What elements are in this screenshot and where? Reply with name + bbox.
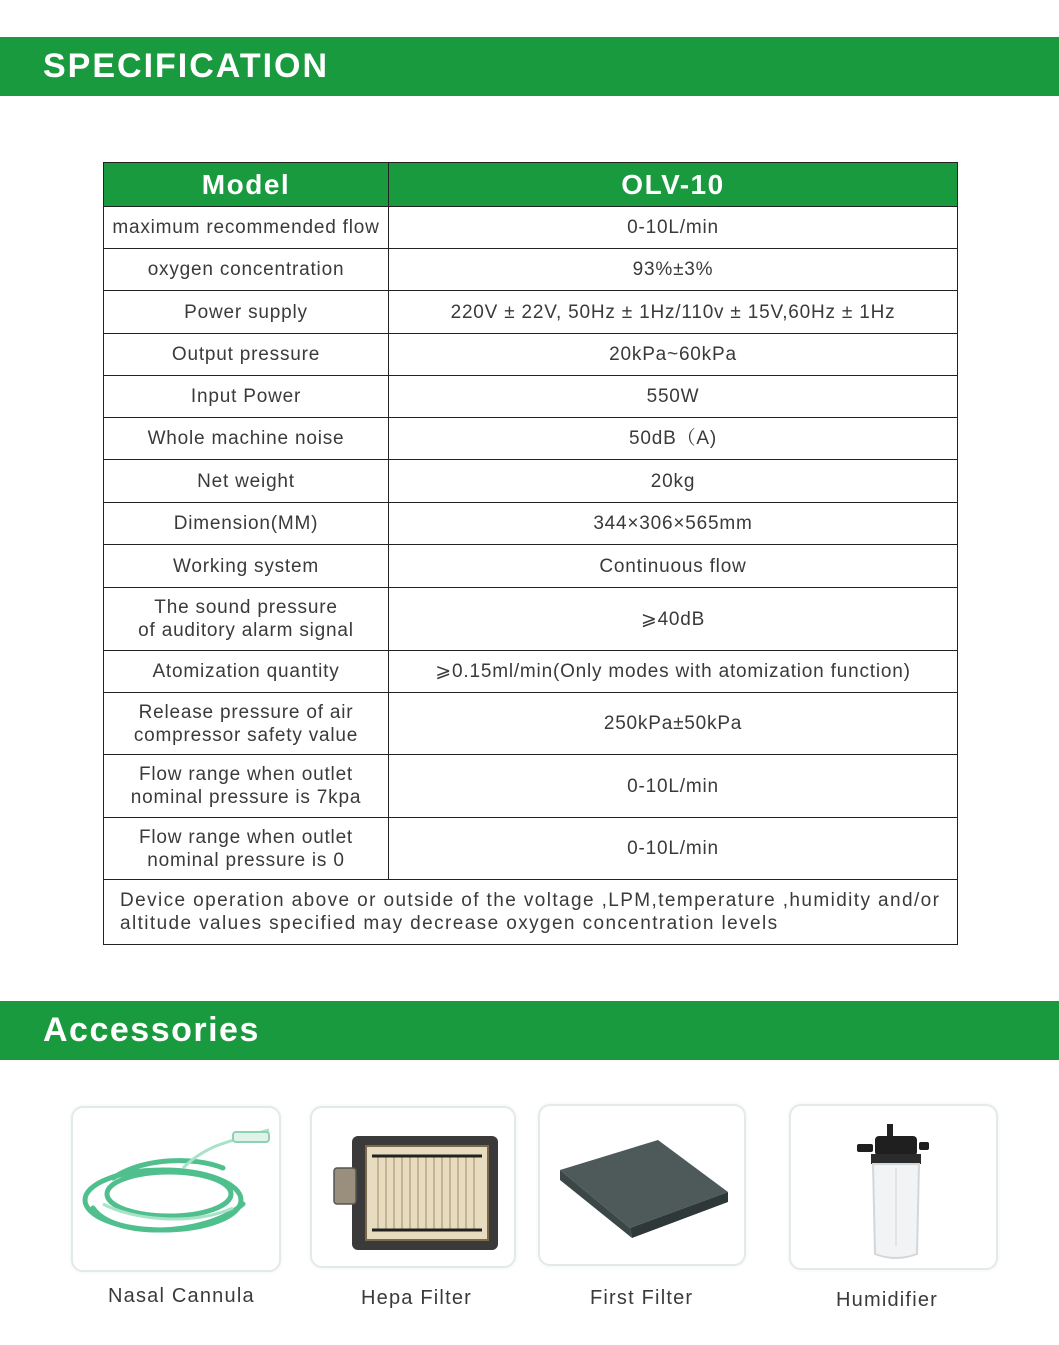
spec-value: 20kg — [389, 460, 958, 503]
spec-label — [104, 693, 389, 755]
spec-label: Dimension(MM) — [104, 503, 389, 545]
spec-label: Power supply — [104, 291, 389, 334]
accessory-card-hepa-filter — [310, 1106, 516, 1268]
spec-label: Whole machine noise — [104, 418, 389, 460]
table-row — [104, 588, 958, 651]
specification-banner — [0, 37, 1059, 96]
table-row — [104, 334, 958, 376]
spec-label-line: compressor safety value — [133, 724, 359, 746]
spec-label: Input Power — [104, 376, 389, 418]
model-header: Model — [104, 163, 389, 207]
specification-table — [103, 162, 958, 945]
spec-value: 250kPa±50kPa — [389, 693, 958, 755]
table-row — [104, 755, 958, 818]
spec-value: 93%±3% — [389, 249, 958, 291]
table-row — [104, 503, 958, 545]
spec-value: 0-10L/min — [389, 755, 958, 818]
spec-label-line: nominal pressure is 7kpa — [130, 787, 362, 808]
spec-label — [104, 755, 389, 818]
table-row — [104, 651, 958, 693]
table-row — [104, 376, 958, 418]
table-row — [104, 291, 958, 334]
spec-label: Output pressure — [104, 334, 389, 376]
spec-label: Atomization quantity — [104, 651, 389, 693]
hepa-filter-icon — [312, 1108, 514, 1266]
spec-label-line: of auditory alarm signal — [138, 620, 354, 641]
spec-value: ⩾0.15ml/min(Only modes with atomization function) — [389, 651, 958, 693]
accessory-card-first-filter — [538, 1104, 746, 1266]
spec-label — [104, 588, 389, 651]
spec-value: 220V ± 22V, 50Hz ± 1Hz/110v ± 15V,60Hz ± 1Hz — [389, 291, 958, 334]
accessory-label: Nasal Cannula — [108, 1285, 255, 1307]
table-row — [104, 460, 958, 503]
note-line: Device operation above or outside of the voltage ,LPM,temperature ,humidity and/or — [120, 890, 941, 911]
spec-label-line: nominal pressure is 0 — [147, 849, 345, 871]
model-value-header: OLV-10 — [389, 163, 958, 207]
specification-heading: SPECIFICATION — [43, 47, 330, 85]
table-row — [104, 693, 958, 755]
spec-label: maximum recommended flow — [104, 207, 389, 249]
table-row — [104, 545, 958, 588]
spec-value: Continuous flow — [389, 545, 958, 588]
table-row — [104, 818, 958, 880]
note-line: altitude values specified may decrease oxygen concentration levels — [120, 913, 779, 934]
spec-label — [104, 818, 389, 880]
table-row — [104, 418, 958, 460]
spec-label-line: Flow range when outlet — [138, 826, 354, 848]
accessory-label: Humidifier — [836, 1289, 939, 1311]
accessories-heading: Accessories — [43, 1011, 260, 1049]
table-row — [104, 207, 958, 249]
spec-label: Working system — [104, 545, 389, 588]
spec-label: oxygen concentration — [104, 249, 389, 291]
spec-label-line: Flow range when outlet — [138, 764, 354, 785]
spec-value: ⩾40dB — [389, 588, 958, 651]
spec-value: 50dB（A) — [389, 418, 958, 460]
spec-label-line: The sound pressure — [154, 597, 338, 618]
table-note-row — [104, 880, 958, 945]
humidifier-bottle-icon — [791, 1106, 996, 1268]
accessory-card-humidifier — [789, 1104, 998, 1270]
spec-value: 344×306×565mm — [389, 503, 958, 545]
accessories-banner — [0, 1001, 1059, 1060]
spec-label: Net weight — [104, 460, 389, 503]
spec-value: 550W — [389, 376, 958, 418]
spec-value: 0-10L/min — [389, 818, 958, 880]
spec-value: 20kPa~60kPa — [389, 334, 958, 376]
accessory-label: Hepa Filter — [361, 1287, 473, 1309]
spec-value: 0-10L/min — [389, 207, 958, 249]
accessory-card-nasal-cannula — [71, 1106, 281, 1272]
foam-filter-icon — [540, 1106, 744, 1264]
table-row — [104, 249, 958, 291]
spec-label-line: Release pressure of air — [138, 701, 354, 723]
nasal-cannula-icon — [73, 1108, 279, 1270]
table-header-row — [104, 163, 958, 207]
operation-note — [104, 880, 958, 945]
accessory-label: First Filter — [590, 1287, 694, 1309]
